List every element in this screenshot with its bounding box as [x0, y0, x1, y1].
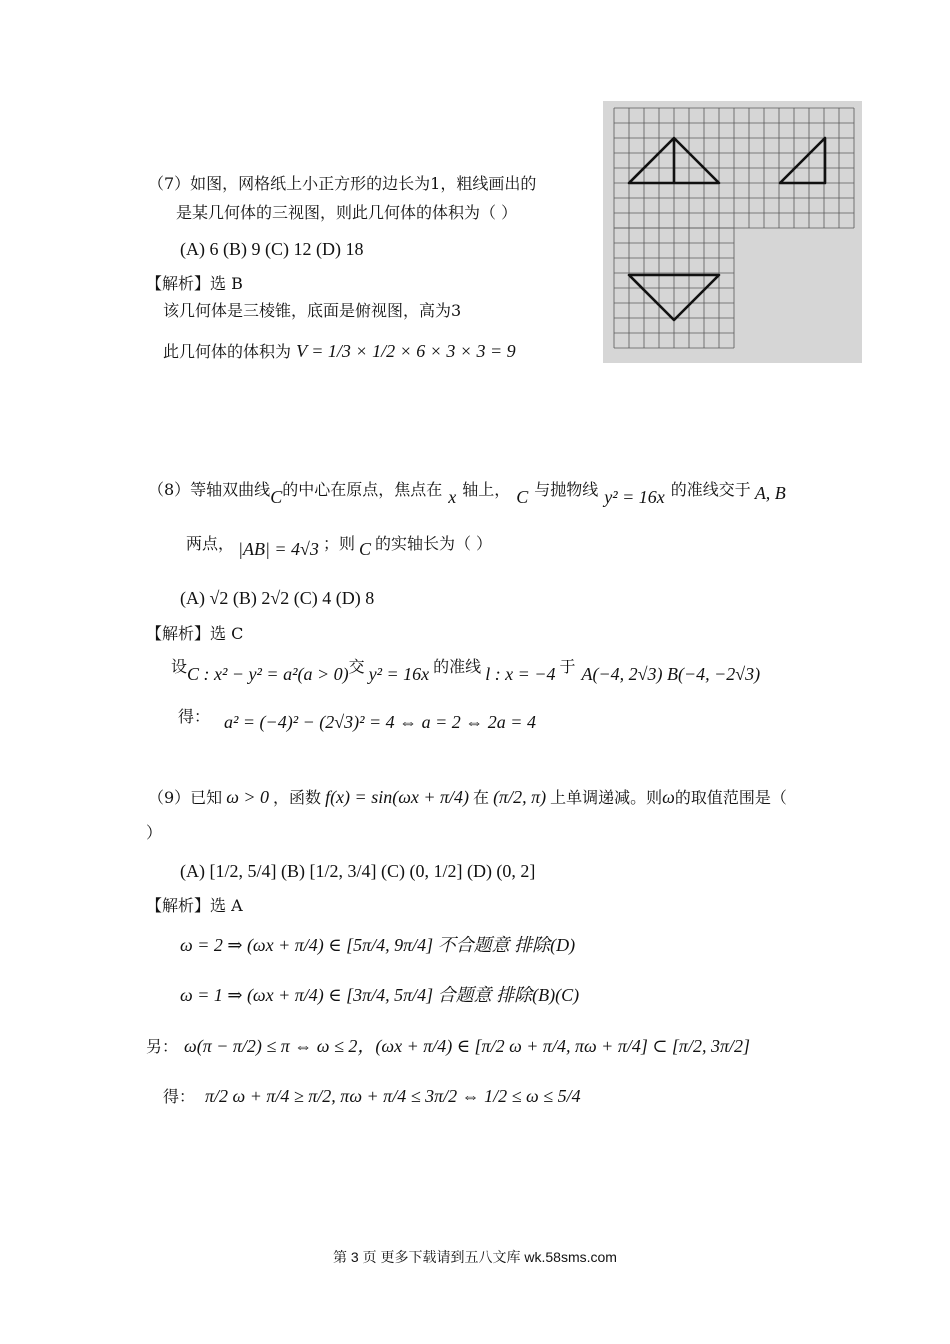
q9-choices: (A) [1/2, 5/4] (B) [1/2, 3/4] (C) (0, 1/2] (D) (0, 2]: [180, 861, 536, 881]
q8-explanation-1: [171, 655, 761, 684]
q7-explanation-1: 该几何体是三棱锥，底面是俯视图，高为3: [163, 301, 462, 320]
q8-expl-a: 设: [171, 657, 188, 676]
q8-expl-c: 交: [348, 657, 365, 676]
q9-answer: 【解析】选 A: [146, 896, 243, 915]
q7-explanation-2: [163, 340, 516, 363]
q9-text-e: 在: [473, 788, 490, 807]
q8-parabola-2: y² = 16x: [368, 664, 430, 684]
q8-answer: 【解析】选 C: [146, 624, 244, 643]
q7-stem-line-1: （7）如图，网格纸上小正方形的边长为1，粗线画出的: [148, 174, 537, 193]
q9-explanation-2: ω = 1 ⇒ (ωx + π/4) ∈ [3π/4, 5π/4] 合题意 排除(B)(C): [180, 985, 580, 1005]
q7-volume-formula: V = 1/3 × 1/2 × 6 × 3 × 3 = 9: [296, 341, 516, 361]
q8-choices: (A) √2 (B) 2√2 (C) 4 (D) 8: [180, 588, 375, 608]
q8-var-c2: C: [516, 487, 529, 507]
q8-text-c: 的中心在原点，焦点在: [282, 480, 443, 499]
q9-omega: ω: [662, 787, 675, 807]
q9-stem-line-1: [148, 786, 787, 809]
q8-var-c3: C: [358, 539, 371, 559]
q8-explanation-2: [178, 705, 536, 732]
q7-answer: 【解析】选 B: [146, 274, 243, 293]
q8-expl-e: 的准线: [433, 657, 482, 676]
page-footer: 第 3 页 更多下载请到五八文库 wk.58sms.com: [333, 1249, 617, 1265]
q8-stem-line-2: [186, 532, 493, 559]
q8-ab-length: |AB| = 4√3: [238, 539, 319, 559]
q7-explanation-2-text: 此几何体的体积为: [163, 342, 292, 361]
q9-text-a: （9）已知: [148, 788, 223, 807]
q8-expl2-a: 得：: [178, 707, 211, 726]
q8-text-2e: 的实轴长为（ ）: [374, 534, 493, 553]
q9-explanation-4: [163, 1085, 581, 1108]
q8-parabola: y² = 16x: [604, 487, 665, 507]
q9-text-g: 上单调递减。则: [550, 788, 663, 807]
q8-var-x: x: [448, 487, 457, 507]
q9-explanation-3: [146, 1035, 750, 1058]
q9-expl4-math: π/2 ω + π/4 ≥ π/2, πω + π/4 ≤ 3π/2 ⇔ 1/2 ≤ ω ≤ 5/4: [205, 1086, 581, 1106]
q8-expl-g: 于: [559, 657, 576, 676]
q9-stem-line-2: ）: [146, 823, 163, 842]
q8-solution: a² = (−4)² − (2√3)² = 4 ⇔ a = 2 ⇔ 2a = 4: [224, 712, 536, 732]
q8-text-g: 与抛物线: [534, 480, 599, 499]
three-view-grid-figure: [603, 101, 862, 363]
q7-stem-line-2: 是某几何体的三视图，则此几何体的体积为（ ）: [176, 203, 518, 222]
q8-points-ab: A, B: [754, 483, 786, 503]
q9-explanation-1: ω = 2 ⇒ (ωx + π/4) ∈ [5π/4, 9π/4] 不合题意 排除(D): [180, 935, 576, 955]
q9-expl3-a: 另：: [146, 1037, 179, 1056]
q8-text-2a: 两点，: [186, 534, 235, 553]
q8-text-e: 轴上，: [462, 480, 511, 499]
q9-text-i: 的取值范围是（: [674, 788, 787, 807]
q8-stem-line-1: [148, 478, 786, 507]
q8-text-i: 的准线交于: [670, 480, 751, 499]
q9-text-c: ，函数: [273, 788, 322, 807]
q8-text-a: （8）等轴双曲线: [148, 480, 271, 499]
q8-intersection-points: A(−4, 2√3) B(−4, −2√3): [581, 664, 761, 684]
q8-text-2c: ；则: [322, 534, 355, 553]
q7-choices: (A) 6 (B) 9 (C) 12 (D) 18: [180, 239, 364, 259]
q8-directrix: l : x = −4: [485, 664, 556, 684]
q9-interval: (π/2, π): [493, 787, 547, 807]
q8-hyperbola: C : x² − y² = a²(a > 0): [187, 664, 349, 684]
q9-expl3-math: ω(π − π/2) ≤ π ⇔ ω ≤ 2，(ωx + π/4) ∈ [π/2 ω + π/4, πω + π/4] ⊂ [π/2, 3π/2]: [184, 1036, 750, 1056]
q8-var-c: C: [270, 487, 283, 507]
q9-omega-positive: ω > 0: [226, 787, 270, 807]
q9-function: f(x) = sin(ωx + π/4): [325, 787, 470, 807]
q9-expl4-a: 得：: [163, 1087, 196, 1106]
